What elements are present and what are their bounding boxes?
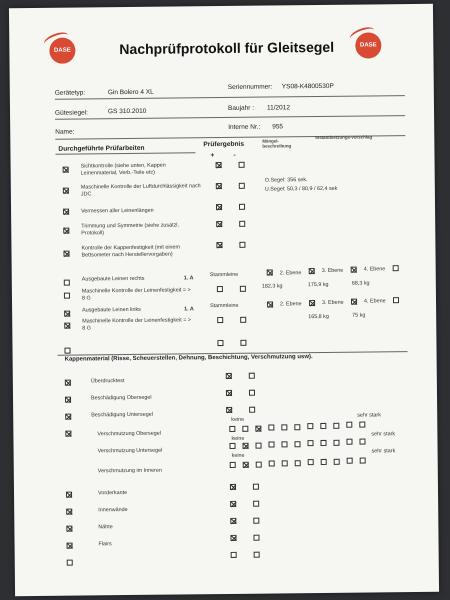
- dase-logo-right: DASE: [355, 32, 381, 58]
- check-vermessen-plus[interactable]: [216, 204, 222, 210]
- label-luft: Maschinelle Kontrolle der Luftdurchlässigkeit nach JDC: [80, 183, 201, 198]
- geratetyp-value: Gin Bolero 4 XL: [107, 88, 154, 97]
- scale-o-11[interactable]: [359, 422, 365, 428]
- check-innenwaende-minus[interactable]: [253, 501, 259, 507]
- scale-u-7[interactable]: [307, 440, 313, 446]
- check-trimmung-minus[interactable]: [239, 221, 245, 227]
- check-rechts[interactable]: [64, 280, 70, 286]
- scale-i-2[interactable]: [243, 462, 249, 468]
- scale-i-8[interactable]: [321, 459, 327, 465]
- check-extra2-plus[interactable]: [231, 552, 237, 558]
- check-ueberdruck[interactable]: [65, 380, 71, 386]
- guete-label: Gütesiegel:: [54, 109, 88, 117]
- check-flairs[interactable]: [67, 543, 73, 549]
- scale-verschm-u: [9, 4, 433, 8]
- check-masch2-minus[interactable]: [240, 317, 246, 323]
- ebene2-l: 2. Ebene: [280, 301, 302, 308]
- check-vermessen-minus[interactable]: [239, 204, 245, 210]
- scale-u-5[interactable]: [281, 441, 287, 447]
- scale-u-1[interactable]: [229, 443, 235, 449]
- baujahr-value: 11/2012: [266, 104, 291, 112]
- check-naehte[interactable]: [66, 526, 72, 532]
- label-verschm-u: Verschmutzung Untersegel: [97, 447, 163, 455]
- scale-u-9[interactable]: [333, 440, 339, 446]
- label-vorderkante: Vorderkante: [97, 490, 128, 497]
- ebene2-r: 2. Ebene: [279, 270, 302, 277]
- check-r-stammleine[interactable]: [267, 269, 273, 275]
- ebene4-r: 4. Ebene: [363, 266, 386, 273]
- scale-o-1[interactable]: [229, 426, 235, 432]
- check-extra-minus[interactable]: [240, 340, 246, 346]
- scale-u-8[interactable]: [320, 440, 326, 446]
- check-extra[interactable]: [64, 348, 70, 354]
- scale-i-1[interactable]: [230, 462, 236, 468]
- scale-o-4[interactable]: [268, 424, 274, 430]
- check-naehte-minus[interactable]: [253, 518, 259, 524]
- label-obersegel: Beschädigung Obersegel: [90, 394, 152, 402]
- label-sicht: Sichtkontrolle (siehe unten, Kappen Leinenmaterial, Verb.-Teile etc): [80, 162, 166, 177]
- guete-value: GS 310.2010: [107, 107, 147, 116]
- l-v1: 165,8 kg: [308, 313, 329, 321]
- scale-o-9[interactable]: [333, 423, 339, 429]
- check-luft-minus[interactable]: [239, 183, 245, 189]
- col-instand: Instandsetzungs-vorschlag: [315, 134, 373, 141]
- check-masch1[interactable]: [64, 293, 70, 299]
- r-v1: 182,3 kg: [261, 283, 283, 290]
- col-durchgefuehrte: Durchgeführte Prüfarbeiten: [58, 144, 145, 153]
- check-extra-plus[interactable]: [217, 340, 223, 346]
- dase-logo-left: DASE: [49, 38, 75, 64]
- check-vermessen[interactable]: [63, 209, 69, 215]
- check-vorderkante-plus[interactable]: [230, 484, 236, 490]
- serien-value: YS08-K4800530P: [281, 82, 334, 91]
- check-kappen-minus[interactable]: [239, 242, 245, 248]
- check-verschm-o[interactable]: [65, 431, 71, 437]
- check-vorderkante[interactable]: [66, 492, 72, 498]
- check-flairs-minus[interactable]: [253, 535, 259, 541]
- check-untersegel[interactable]: [65, 414, 71, 420]
- scale-u-6[interactable]: [294, 441, 300, 447]
- geratetyp-label: Gerätetyp:: [54, 89, 86, 97]
- scale-u-3[interactable]: [255, 443, 261, 449]
- scale-i-7[interactable]: [308, 459, 314, 465]
- scale-o-8[interactable]: [320, 423, 326, 429]
- check-innenwaende[interactable]: [66, 509, 72, 515]
- check-ueberdruck-plus[interactable]: [226, 373, 232, 379]
- r-v2: 175,9 kg: [307, 281, 329, 289]
- check-masch2[interactable]: [64, 323, 70, 329]
- stammleine-l: Stammleine: [210, 302, 239, 310]
- serien-label: Seriennummer:: [227, 83, 273, 91]
- check-trimmung-plus[interactable]: [216, 221, 222, 227]
- divider: [55, 115, 405, 119]
- label-masch2: Maschinelle Kontrolle der Leinenfestigkeit = > 8 G: [82, 317, 192, 332]
- sehr-stark-i: sehr stark: [371, 448, 396, 455]
- label-kappen: Kontrolle der Kappenfestigkeit (mit einem Bettsometer nach Herstellervorgaben): [81, 244, 181, 259]
- scale-i-9[interactable]: [334, 459, 340, 465]
- check-l-ebene2[interactable]: [309, 300, 315, 306]
- links-a: 1. A: [184, 306, 194, 313]
- interne-label: Interne Nr.:: [228, 123, 261, 131]
- scale-i-6[interactable]: [295, 460, 301, 466]
- label-masch1: Maschinelle Kontrolle der Leinenfestigkeit = > 8 G: [81, 287, 191, 302]
- check-extra2-minus[interactable]: [254, 552, 260, 558]
- scale-o-6[interactable]: [294, 424, 300, 430]
- check-l-stammleine[interactable]: [267, 301, 273, 307]
- label-vermessen: Vermessen aller Leinenlängen: [81, 207, 154, 215]
- col-minus: -: [233, 151, 236, 159]
- check-innenwaende-plus[interactable]: [230, 501, 236, 507]
- check-obersegel-plus[interactable]: [226, 390, 232, 396]
- check-sicht-plus[interactable]: [216, 162, 222, 168]
- scale-verschm-i: [9, 4, 433, 8]
- scale-verschm-o: [9, 4, 433, 8]
- check-sicht[interactable]: [63, 167, 69, 173]
- label-ueberdruck: Überdrucktest: [90, 378, 125, 385]
- scale-o-2[interactable]: [242, 426, 248, 432]
- keine-u: keine: [231, 435, 245, 442]
- stammleine-r: Stammleine: [209, 271, 239, 279]
- label-innenwaende: Innenwände: [98, 507, 128, 514]
- label-naehte: Nähte: [98, 524, 113, 531]
- check-masch1-plus[interactable]: [217, 286, 223, 292]
- check-r-ebene2[interactable]: [309, 268, 315, 274]
- check-trimmung[interactable]: [63, 228, 69, 234]
- label-verschm-o: Verschmutzung Obersegel: [97, 430, 161, 438]
- check-ueberdruck-minus[interactable]: [249, 373, 255, 379]
- check-luft-plus[interactable]: [216, 183, 222, 189]
- scale-u-4[interactable]: [268, 441, 274, 447]
- check-l-ebene4[interactable]: [393, 297, 399, 303]
- check-kappen[interactable]: [63, 251, 69, 257]
- l-v2: 75 kg: [352, 312, 366, 319]
- label-untersegel: Beschädigung Untersegel: [91, 411, 153, 419]
- col-plus: +: [210, 152, 215, 160]
- check-masch1-minus[interactable]: [240, 286, 246, 292]
- label-links: Ausgebaute Leinen links: [82, 306, 141, 314]
- check-obersegel[interactable]: [65, 397, 71, 403]
- check-kappen-plus[interactable]: [216, 242, 222, 248]
- ebene3-r: 3. Ebene: [321, 267, 344, 274]
- luft-o: O.Segel: 356 sek.: [264, 177, 308, 184]
- label-trimmung: Trimmung und Symmetrie (siehe zusätzl. Protokoll): [81, 222, 180, 237]
- scale-o-7[interactable]: [307, 423, 313, 429]
- col-pruefergebnis: Prüfergebnis: [203, 140, 245, 149]
- sehr-stark-u: sehr stark: [371, 431, 396, 438]
- col-maengel: Mängel-beschreibung: [262, 138, 292, 149]
- ebene3-l: 3. Ebene: [322, 299, 344, 306]
- r-v3: 68,3 kg: [351, 280, 370, 287]
- keine-i: keine: [231, 452, 245, 459]
- scale-i-3[interactable]: [256, 462, 262, 468]
- name-label: Name:: [55, 128, 75, 136]
- keine-o: keine: [231, 416, 245, 423]
- scale-i-4[interactable]: [269, 460, 275, 466]
- check-extra2[interactable]: [67, 560, 73, 566]
- scale-u-2[interactable]: [242, 443, 248, 449]
- scale-i-5[interactable]: [282, 460, 288, 466]
- baujahr-label: Baujahr :: [227, 104, 255, 112]
- check-naehte-plus[interactable]: [230, 518, 236, 524]
- check-masch2-plus[interactable]: [217, 317, 223, 323]
- check-untersegel-minus[interactable]: [249, 407, 255, 413]
- check-untersegel-plus[interactable]: [226, 407, 232, 413]
- check-links[interactable]: [64, 311, 70, 317]
- scale-i-11[interactable]: [360, 458, 366, 464]
- scale-u-10[interactable]: [346, 439, 352, 445]
- scale-u-11[interactable]: [359, 439, 365, 445]
- ebene4-l: 4. Ebene: [363, 298, 386, 305]
- page-title: Nachprüfprotokoll für Gleitsegel: [119, 38, 335, 58]
- check-vorderkante-minus[interactable]: [253, 484, 259, 490]
- check-r-ebene4[interactable]: [393, 265, 399, 271]
- sehr-stark-o: sehr stark: [357, 412, 381, 419]
- check-l-ebene3[interactable]: [351, 299, 357, 305]
- luft-u: U.Segel: 50,3 / 80,9 / 62,4 sek: [264, 185, 338, 193]
- check-flairs-plus[interactable]: [230, 535, 236, 541]
- rechts-a: 1. A: [183, 275, 194, 282]
- protocol-sheet: [9, 4, 439, 596]
- check-obersegel-minus[interactable]: [249, 390, 255, 396]
- label-verschm-i: Verschmutzung im Inneren: [97, 467, 162, 475]
- divider: [55, 152, 195, 154]
- scale-o-5[interactable]: [281, 424, 287, 430]
- interne-value: 955: [272, 123, 284, 131]
- label-flairs: Flairs: [98, 541, 112, 548]
- check-luft[interactable]: [63, 188, 69, 194]
- check-r-ebene3[interactable]: [351, 267, 357, 273]
- scale-o-3[interactable]: [255, 426, 261, 432]
- label-rechts: Ausgebaute Leinen rechts: [81, 275, 145, 283]
- check-sicht-minus[interactable]: [239, 162, 245, 168]
- scale-i-10[interactable]: [347, 458, 353, 464]
- scale-o-10[interactable]: [346, 422, 352, 428]
- kappen-section-title: Kappenmaterial (Risse, Scheuerstellen, Dehnung, Beschichtung, Verschmutzung usw).: [64, 354, 313, 363]
